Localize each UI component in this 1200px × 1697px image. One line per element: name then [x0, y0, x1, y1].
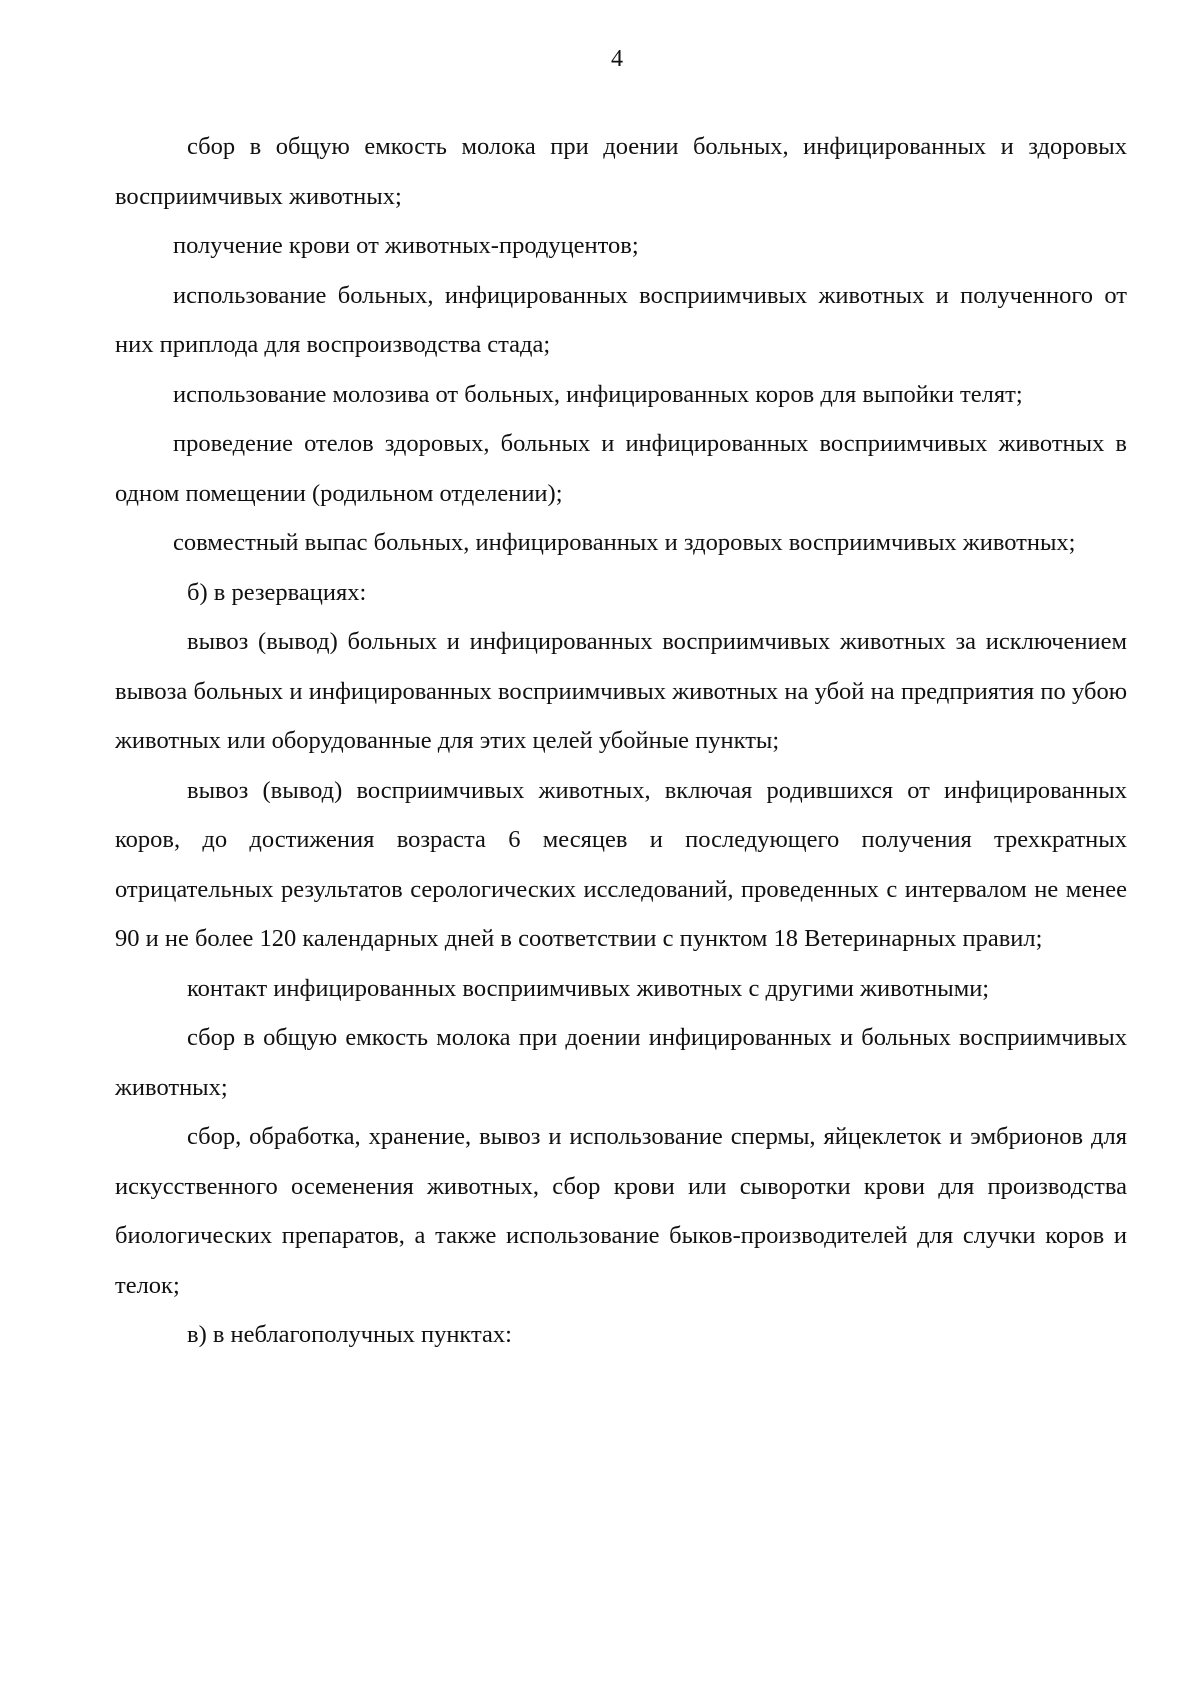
paragraph: сбор в общую емкость молока при доении инфицированных и больных восприимчивых животных;	[115, 1024, 1127, 1101]
paragraph: вывоз (вывод) восприимчивых животных, включая родившихся от инфицированных коров, до достижения возраста 6 месяцев и последующего получения трехкратных отрицательных результатов серологических исследований, проведенных с интервалом не менее 90 и не более 120 календарных дней в соответствии с пунктом 18 Ветеринарных правил;	[115, 776, 1127, 952]
paragraph: проведение отелов здоровых, больных и инфицированных восприимчивых животных в одном помещении (родильном отделении);	[115, 430, 1127, 507]
page-number: 4	[611, 46, 623, 72]
paragraph: контакт инфицированных восприимчивых животных с другими животными;	[187, 974, 990, 1002]
paragraph: сбор в общую емкость молока при доении больных, инфицированных и здоровых восприимчивых животных;	[115, 133, 1127, 210]
section-heading: б) в резервациях:	[187, 578, 367, 606]
paragraph: сбор, обработка, хранение, вывоз и использование спермы, яйцеклеток и эмбрионов для искусственного осеменения животных, сбор крови или сыворотки крови для производства биологических препаратов, а также использование быков-производителей для случки коров и телок;	[115, 1123, 1127, 1299]
paragraph: использование больных, инфицированных восприимчивых животных и полученного от них приплода для воспроизводства стада;	[115, 281, 1127, 358]
document-body	[115, 122, 1127, 1360]
paragraph: совместный выпас больных, инфицированных и здоровых восприимчивых животных;	[173, 529, 1076, 556]
paragraph: получение крови от животных-продуцентов;	[173, 232, 639, 259]
section-heading: в) в неблагополучных пунктах:	[187, 1321, 512, 1348]
paragraph: вывоз (вывод) больных и инфицированных восприимчивых животных за исключением вывоза больных и инфицированных восприимчивых животных на убой на предприятия по убою животных или оборудованные для этих целей убойные пункты;	[115, 628, 1127, 754]
paragraph: использование молозива от больных, инфицированных коров для выпойки телят;	[173, 380, 1023, 408]
